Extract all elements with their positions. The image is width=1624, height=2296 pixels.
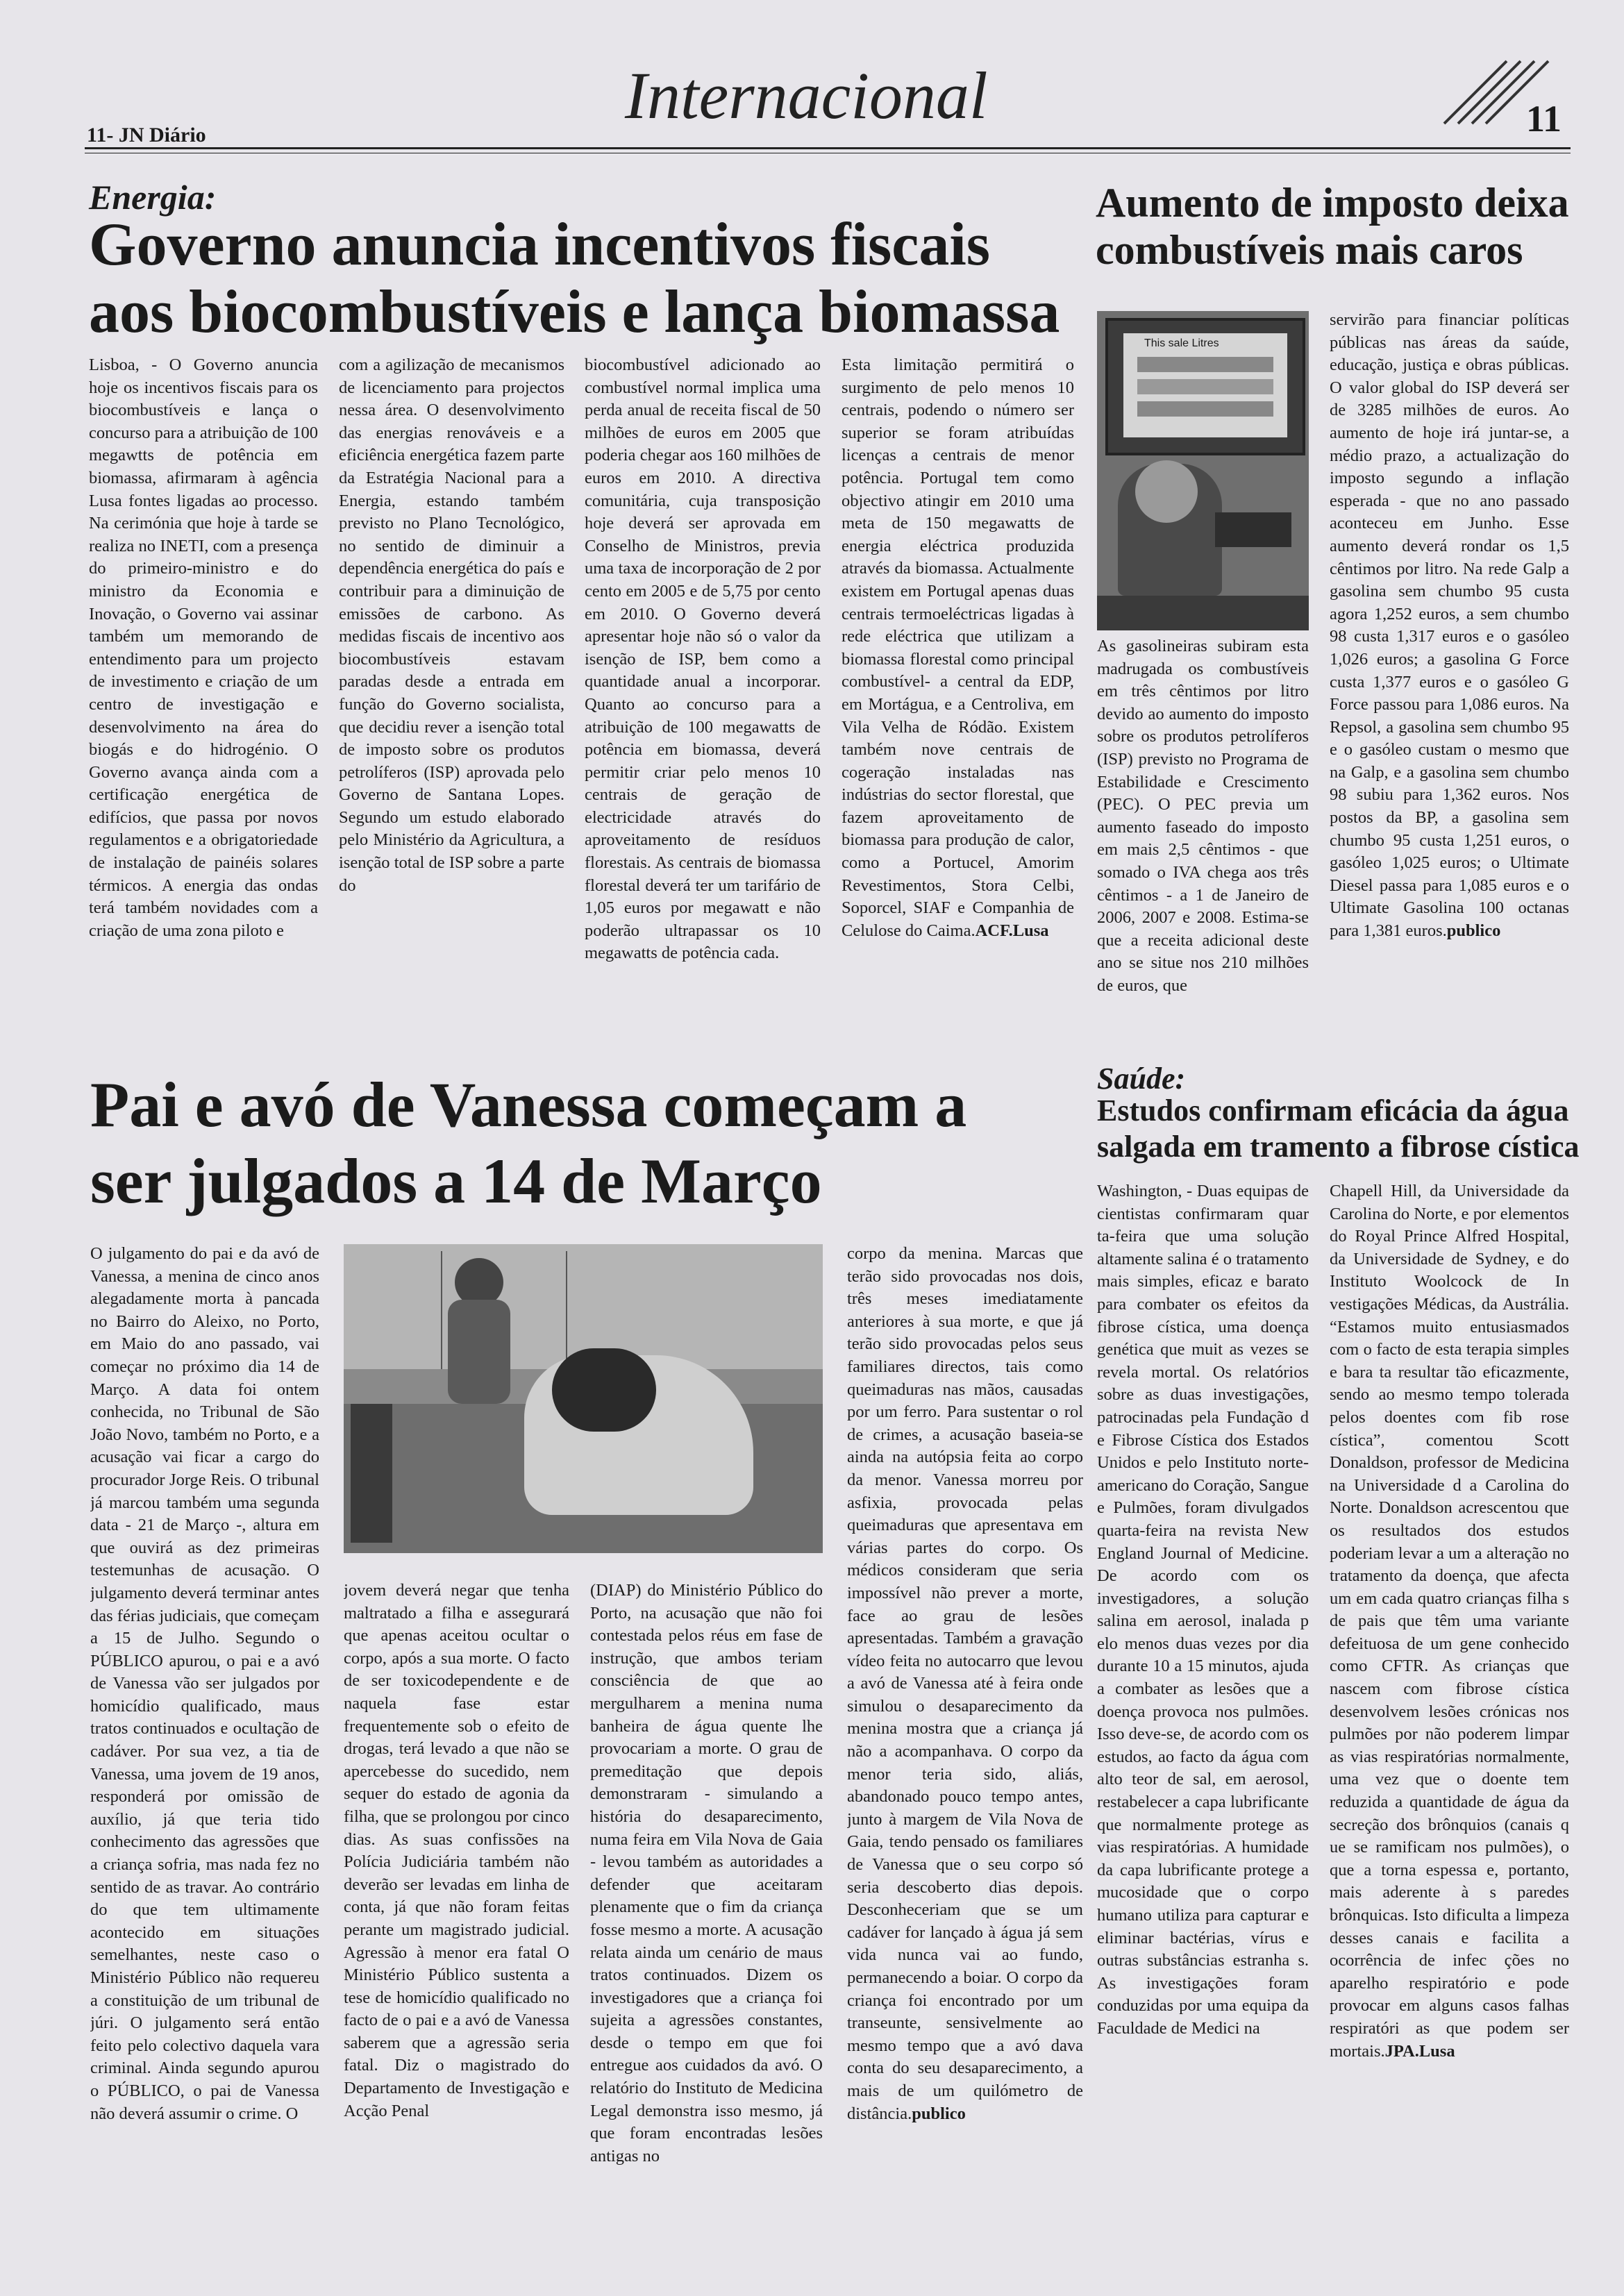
article3-column-4: corpo da menina. Marcas que terão sido provocadas nos dois, três meses imediatamente anteriores à sua morte, e que já terão sido provocadas pelos seus familiares directos, tais como queimaduras nas mãos, causadas por um ferro. Para sustentar o rol de crimes, a acusação baseia-se ainda na autópsia feita ao corpo da menor. Vanessa morreu por asfixia, provocada pelas queimaduras que apresentava em várias partes do corpo. Os médicos consideram que seria impossível não prever a morte, face ao grau de lesões apresentadas. Também a gravação vídeo feita no autocarro que levou a avó de Vanessa até à feira onde simulou o desaparecimento da menina mostra que a criança já não a acompanhava. O corpo da menor teria sido, aliás, abandonado pouco tempo antes, junto à margem de Vila Nova de Gaia, tendo pensado os familiares de Vanessa que o seu corpo só seria descoberto dias depois. Desconheceriam que se um cadáver for lançado à água já sem vida nunca vai ao fundo, permanecendo a boiar. O corpo da criança foi encontrado por um transeunte, sensivelmente ao mesmo tempo que a avó dava conta do seu desaparecimento, a mais de um quilómetro de distância.publico	[847, 1244, 1083, 2123]
article2-column-2: servirão para financiar políticas públicas nas áreas da saúde, educação, justiça e obras públicas. O valor global do ISP deverá ser de 3285 milhões de euros. Ao aumento de hoje irá juntar-se, a médio prazo, a actualização do imposto segundo a inflação esperada - que no ano passado aconteceu em Junho. Esse aumento deverá rondar os 1,5 cêntimos por litro. Na rede Galp a gasolina sem chumbo 95 custa agora 1,252 euros, a sem chumbo 98 custa 1,317 euros e o gasóleo 1,026 euros; a gasolina G Force custa 1,377 euros e o gasóleo G Force passou para 1,086 euros. Na Repsol, a gasolina sem chumbo 95 e o gasóleo custam o mesmo que na Galp, e a gasolina sem chumbo 98 subiu para 1,362 euros. Nos postos da BP, a gasolina sem chumbo 95 custa 1,251 euros, o gasóleo 1,025 euros; o Ultimate Diesel passa para 1,085 euros e o Ultimate Gasolina 100 octanas para 1,381 euros.publico	[1330, 310, 1569, 941]
article2-caption-column: As gasolineiras subiram esta madrugada os combustíveis em três cêntimos por litro devido ao aumento do imposto sobre os produtos petrolíferos (ISP) previsto no Programa de Estabilidade e Crescimento (PEC). O PEC previa um aumento faseado do imposto em mais 2,5 cêntimos - que somado o IVA chega aos três cêntimos - a 1 de Janeiro de 2006, 2007 e 2008. Estima-se que a receita adicional deste ano se situe nos 210 milhões de euros, que	[1097, 637, 1309, 995]
article4-column-2: Chapell Hill, da Universidade da Carolina do Norte, e por elementos do Royal Prince Alfred Hospital, da Universidade de Sydney, e do Instituto Woolcock de In vestigações Médicas, da Austrália. “Estamos muito entusiasmados com o facto de esta terapia simples e bara ta resultar tão eficazmente, sendo ao mesmo tempo tolerada pelos doentes com fib rose cística”, comentou Scott Donaldson, professor de Medicina na Universidade d a Carolina do Norte. Donaldson acrescentou que os resultados dos estudos poderiam levar a um a alteração no tratamento da doença, que afecta um em cada quatro crianças filha s de pais que têm uma variante defeituosa de um gene conhecido como CFTR. As crianças que nascem com fibrose cística desenvolvem lesões crónicas nos pulmões por não poderem limpar as vias respiratórias normalmente, uma vez que o doente tem reduzida a quantidade de água da secreção dos brônquios (canais q ue se ramificam nos pulmões), o que a torna espessa e, portanto, mais aderente à s paredes brônquicas. Isto dificulta a limpeza desses canais e facilita a ocorrência de infec ções no aparelho respiratório e pode provocar em alguns casos falhas respiratóri as que podem ser mortais.JPA.Lusa	[1330, 1182, 1569, 2061]
article4-headline-2: salgada em tramento a fibrose cística	[1097, 1130, 1580, 1164]
article3-column-3: (DIAP) do Ministério Público do Porto, na acusação que não foi contestada pelos réus em fase de instrução, que ambos teriam consciência de que ao mergulharem a menina numa banheira de água quente lhe provocariam a morte. O grau de premeditação que depois demonstraram - simulando a história do desaparecimento, numa feira em Vila Nova de Gaia - levou também as autoridades a defender que aceitaram plenamente que o fim da criança fosse mesmo a morte. A acusação relata ainda um cenário de maus tratos continuados. Dizem os investigadores que a criança foi sujeita a agressões constantes, desde o tempo em que foi entregue aos cuidados da avó. O relatório do Instituto de Medicina Legal demonstra isso mesmo, já que foram encontradas lesões antigas no	[590, 1581, 823, 2165]
child-body	[448, 1300, 510, 1404]
page-number: 11	[1526, 98, 1562, 140]
section-title: Internacional	[625, 58, 988, 133]
article1-headline-2: aos biocombustíveis e lança biomassa	[89, 278, 1060, 346]
chair-shape	[351, 1404, 392, 1543]
pump-digits-1	[1137, 357, 1273, 372]
pump-base	[1097, 596, 1309, 630]
article1-column-3: biocombustível adicionado ao combustível normal implica uma perda anual de receita fiscal de 50 milhões de euros em 2005 que poderia chegar aos 160 milhões de euros em 2010. A directiva comunitária, cuja transposição hoje deverá ser aprovada em Conselho de Ministros, previa uma taxa de incorporação de 2 por cento em 2005 e de 5,75 por cento em 2010. O Governo deverá apresentar hoje não só o valor da isenção de ISP, bem como a quantidade anual a incorporar. Quanto ao concurso para a atribuição de 100 megawatts de potência em biomassa, deverá permitir criar pelo menos 10 centrais de geração de electricidade através do aproveitamento de resíduos florestais. As centrais de biomassa florestal deverá ter um tarifário de 1,05 euros por megawatt e não poderão ultrapassar os 10 megawatts de potência cada.	[585, 355, 821, 963]
article3-column-2: jovem deverá negar que tenha maltratado a filha e assegurará que apenas aceitou ocultar o corpo, após a sua morte. O facto de ser toxicodependente e de naquela fase estar frequentemente sob o efeito de drogas, terá levado a que não se apercebesse do sucedido, nem sequer do estado de agonia da filha, que se prolongou por cinco dias. As suas confissões na Polícia Judiciária também não deverão ser levadas em linha de conta, já que não foram feitas perante um magistrado judicial. Agressão à menor era fatal O Ministério Público sustenta a tese de homicídio qualificado no facto de o pai e a avó de Vanessa saberem que a agressão seria fatal. Diz o magistrado do Departamento de Investigação e Acção Penal	[344, 1581, 569, 2120]
article2-headline-1: Aumento de imposto deixa	[1096, 180, 1569, 226]
pump-display	[1105, 318, 1305, 455]
fuel-pump-photo	[1097, 311, 1309, 630]
person-head	[552, 1348, 656, 1432]
article3-headline-2: ser julgados a 14 de Março	[90, 1146, 822, 1216]
pump-sign: This sale Litres	[1144, 337, 1219, 349]
newspaper-name: 11- JN Diário	[87, 124, 206, 146]
article4-kicker: Saúde:	[1097, 1062, 1186, 1096]
article4-headline-1: Estudos confirmam eficácia da água	[1097, 1093, 1569, 1128]
article3-column-1: O julgamento do pai e da avó de Vanessa, a menina de cinco anos alegadamente morta à pancada no Bairro do Aleixo, no Porto, em Maio do ano passado, vai começar no próximo dia 14 de Março. A data foi ontem conhecida, no Tribunal de São João Novo, também no Porto, e a acusação vai ficar a cargo do procurador Jorge Reis. O tribunal já marcou também uma segunda data - 21 de Março -, altura em que ouvirá as dez primeiras testemunhas de acusação. O julgamento deverá terminar antes das férias judiciais, que começam a 15 de Julho. Segundo o PÚBLICO apurou, o pai e a avó de Vanessa vão ser julgados por homicídio qualificado, maus tratos continuados e ocultação de cadáver. Por sua vez, a tia de Vanessa, uma jovem de 19 anos, responderá por omissão de auxílio, já que teria tido conhecimento das agressões que a criança sofria, mas nada fez no sentido de as travar. Ao contrário do que tem ultimamente acontecido em situações semelhantes, neste caso o Ministério Público não requereu a constituição de um tribunal de júri. O julgamento será então feito pelo colectivo daquela vara criminal. Ainda segundo apurou o PÚBLICO, o pai de Vanessa não deverá assumir o crime. O	[90, 1244, 319, 2123]
article1-column-4: Esta limitação permitirá o surgimento de pelo menos 10 centrais, podendo o número ser superior se foram atribuídas licenças a centrais de menor potência. Portugal tem como objectivo atingir em 2010 uma meta de 150 megawatts de energia eléctrica produzida através da biomassa. Actualmente existem em Portugal apenas duas centrais termoeléctricas ligadas à rede eléctrica que utilizam a biomassa florestal como principal combustível- a central da EDP, em Mortágua, e a Centroliva, em Vila Velha de Ródão. Existem também nove centrais de cogeração instaladas nas indústrias do sector florestal, que fazem aproveitamento de biomassa para produção de calor, como a Portucel, Amorim Revestimentos, Stora Celbi, Soporcel, SIAF e Companhia de Celulose do Caima.ACF.Lusa	[842, 355, 1074, 940]
window-frame-2	[566, 1251, 567, 1369]
article1-headline-1: Governo anuncia incentivos fiscais	[89, 211, 991, 278]
article3-headline-1: Pai e avó de Vanessa começam a	[90, 1069, 967, 1140]
pump-digits-2	[1137, 379, 1273, 394]
pump-screen	[1123, 333, 1287, 437]
header-rule	[85, 147, 1571, 149]
pump-nozzle	[1215, 512, 1291, 547]
window-frame	[441, 1251, 442, 1369]
article4-column-1: Washington, - Duas equipas de cientistas confirmaram quar ta-feira que uma solução altamente salina é o tratamento mais simples, eficaz e barato para combater os efeitos da fibrose cística, uma doença genética que muit as vezes se revela mortal. Os relatórios sobre as duas investigações, patrocinadas pela Fundação d e Fibrose Cística dos Estados Unidos e pelo Instituto norte-americano do Coração, Sangue e Pulmões, foram divulgados quarta-feira na revista New England Journal of Medicine. De acordo com os investigadores, a solução salina em aerosol, inalada p elo menos duas vezes por dia durante 10 a 15 minutos, ajuda a combater as lesões que a doença provoca nos pulmões. Isso deve-se, de acordo com os estudos, ao facto da água com alto teor de sal, em aerosol, restabelecer a capa lubrificante que normalmente protege as vias respiratórias. A humidade da capa lubrificante protege a mucosidade que o corpo humano utiliza para capturar e eliminar bactérias, vírus e outras substâncias estranha s. As investigações foram conduzidas por uma equipa da Faculdade de Medici na	[1097, 1182, 1309, 2038]
pump-digits-3	[1137, 401, 1273, 417]
article1-column-2: com a agilização de mecanismos de licenciamento para projectos nessa área. O desenvolvimento das energias renováveis e a eficiência energética fazem parte da Estratégia Nacional para a Energia, estando também previsto no Plano Tecnológico, no sentido de diminuir a dependência energética do país e contribuir para a diminuição de emissões de carbono. As medidas fiscais de incentivo aos biocombustíveis estavam paradas desde a entrada em função do Governo socialista, que decidiu rever a isenção total de imposto sobre os produtos petrolíferos (ISP) aprovada pelo Governo de Santana Lopes. Segundo um estudo elaborado pelo Ministério da Agricultura, a isenção total de ISP sobre a parte do	[339, 355, 564, 895]
child-photo	[344, 1244, 823, 1553]
article2-headline-2: combustíveis mais caros	[1096, 227, 1523, 273]
article1-column-1: Lisboa, - O Governo anuncia hoje os incentivos fiscais para os biocombustíveis e lança o concurso para a atribuição de 100 megawtts de potência em biomassa, afirmaram à agência Lusa fontes ligadas ao processo. Na cerimónia que hoje à tarde se realiza no INETI, com a presença do primeiro-ministro e do ministro da Economia e Inovação, o Governo vai assinar também um memorando de entendimento para um projecto de investimento e criação de um centro de investigação e desenvolvimento na área do biogás e do hidrogénio. O Governo avança ainda com a certificação energética de edifícios, que passa por novos regulamentos e a obrigatoriedade de instalação de painéis solares térmicos. A energia das ondas terá também novidades com a criação de uma zona piloto e	[89, 355, 318, 940]
article1-kicker: Energia:	[89, 178, 217, 217]
man-head	[1135, 460, 1198, 523]
